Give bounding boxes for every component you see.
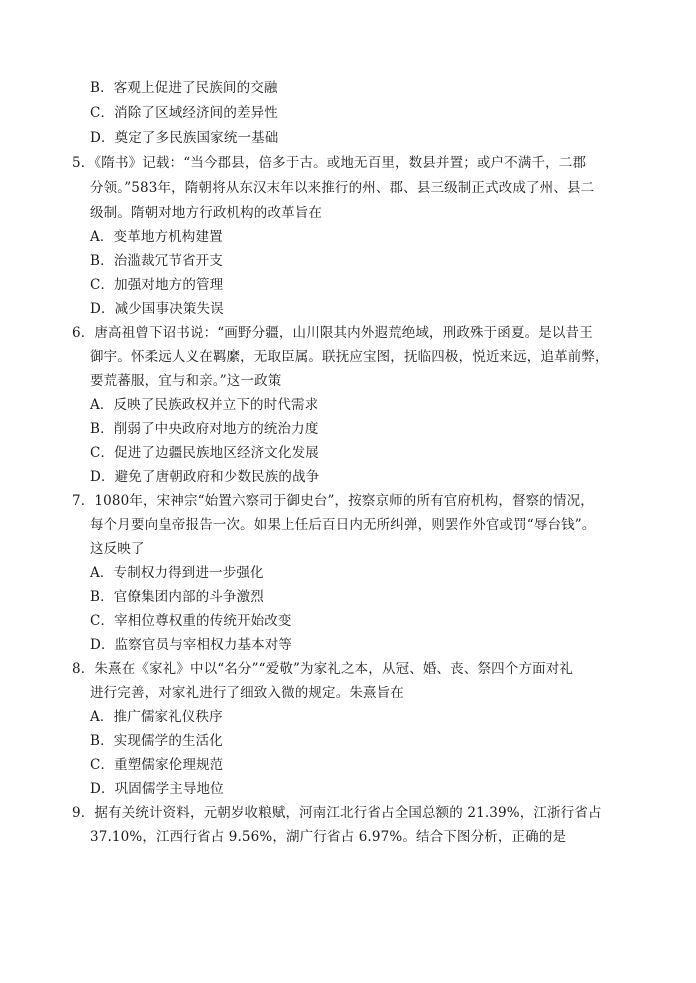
- q8-option-a: A．推广儒家礼仪秩序: [90, 709, 223, 725]
- q5-option-a: A．变革地方机构建置: [90, 229, 223, 245]
- q5-stem-line3: 级制。隋朝对地方行政机构的改革旨在: [90, 205, 323, 221]
- q6-stem-line1: 6．唐高祖曾下诏书说：“画野分疆，山川限其内外遐荒绝域，刑政殊于函夏。是以昔王: [72, 325, 593, 341]
- q6-option-c: C．促进了边疆民族地区经济文化发展: [90, 445, 319, 461]
- q7-stem-line3: 这反映了: [90, 541, 145, 557]
- q5-stem-line1: 5．《隋书》记载：“当今郡县，倍多于古。或地无百里，数县并置；或户不满千，二郡: [72, 155, 587, 171]
- q7-option-b: B．官僚集团内部的斗争激烈: [90, 589, 264, 605]
- q9-stem-line1: 9．据有关统计资料，元朝岁收粮赋，河南江北行省占全国总额的 21.39%，江浙行省占: [72, 805, 602, 821]
- q8-stem-line1: 8．朱熹在《家礼》中以“名分”“爱敬”为家礼之本，从冠、婚、丧、祭四个方面对礼: [72, 661, 574, 677]
- q9-stem-line2: 37.10%，江西行省占 9.56%，湖广行省占 6.97%。结合下图分析，正确的是: [90, 829, 567, 845]
- q6-option-b: B．削弱了中央政府对地方的统治力度: [90, 421, 319, 437]
- q8-option-b: B．实现儒学的生活化: [90, 733, 223, 749]
- q5-option-d: D．减少国事决策失误: [90, 301, 224, 317]
- q7-option-d: D．监察官员与宰相权力基本对等: [90, 637, 293, 653]
- q5-option-c: C．加强对地方的管理: [90, 277, 224, 293]
- q6-stem-line3: 要荒蕃服，宜与和亲。”这一政策: [90, 373, 282, 389]
- prev-option-b: B．客观上促进了民族间的交融: [90, 80, 278, 96]
- q6-option-d: D．避免了唐朝政府和少数民族的战争: [90, 469, 320, 485]
- q7-option-c: C．宰相位尊权重的传统开始改变: [90, 613, 292, 629]
- prev-option-d: D．奠定了多民族国家统一基础: [90, 130, 279, 146]
- q5-stem-line2: 分领。”583年，隋朝将从东汉末年以来推行的州、郡、县三级制正式改成了州、县二: [90, 180, 595, 196]
- q5-option-b: B．治滥裁冗节省开支: [90, 253, 223, 269]
- q8-stem-line2: 进行完善，对家礼进行了细致入微的规定。朱熹旨在: [90, 685, 404, 701]
- q7-option-a: A．专制权力得到进一步强化: [90, 565, 264, 581]
- q6-stem-line2: 御宇。怀柔远人义在羁縻，无取臣属。联抚应宝图，抚临四极，悦近来远，追革前弊，: [90, 349, 609, 365]
- q6-option-a: A．反映了民族政权并立下的时代需求: [90, 397, 319, 413]
- q7-stem-line2: 每个月要向皇帝报告一次。如果上任后百日内无所纠弹，则罢作外官或罚“辱台钱”。: [90, 517, 596, 533]
- q7-stem-line1: 7．1080年，宋神宗“始置六察司于御史台”，按察京师的所有官府机构，督察的情况，: [72, 493, 594, 509]
- q8-option-d: D．巩固儒学主导地位: [90, 781, 224, 797]
- q8-option-c: C．重塑儒家伦理规范: [90, 757, 224, 773]
- prev-option-c: C．消除了区域经济间的差异性: [90, 105, 278, 121]
